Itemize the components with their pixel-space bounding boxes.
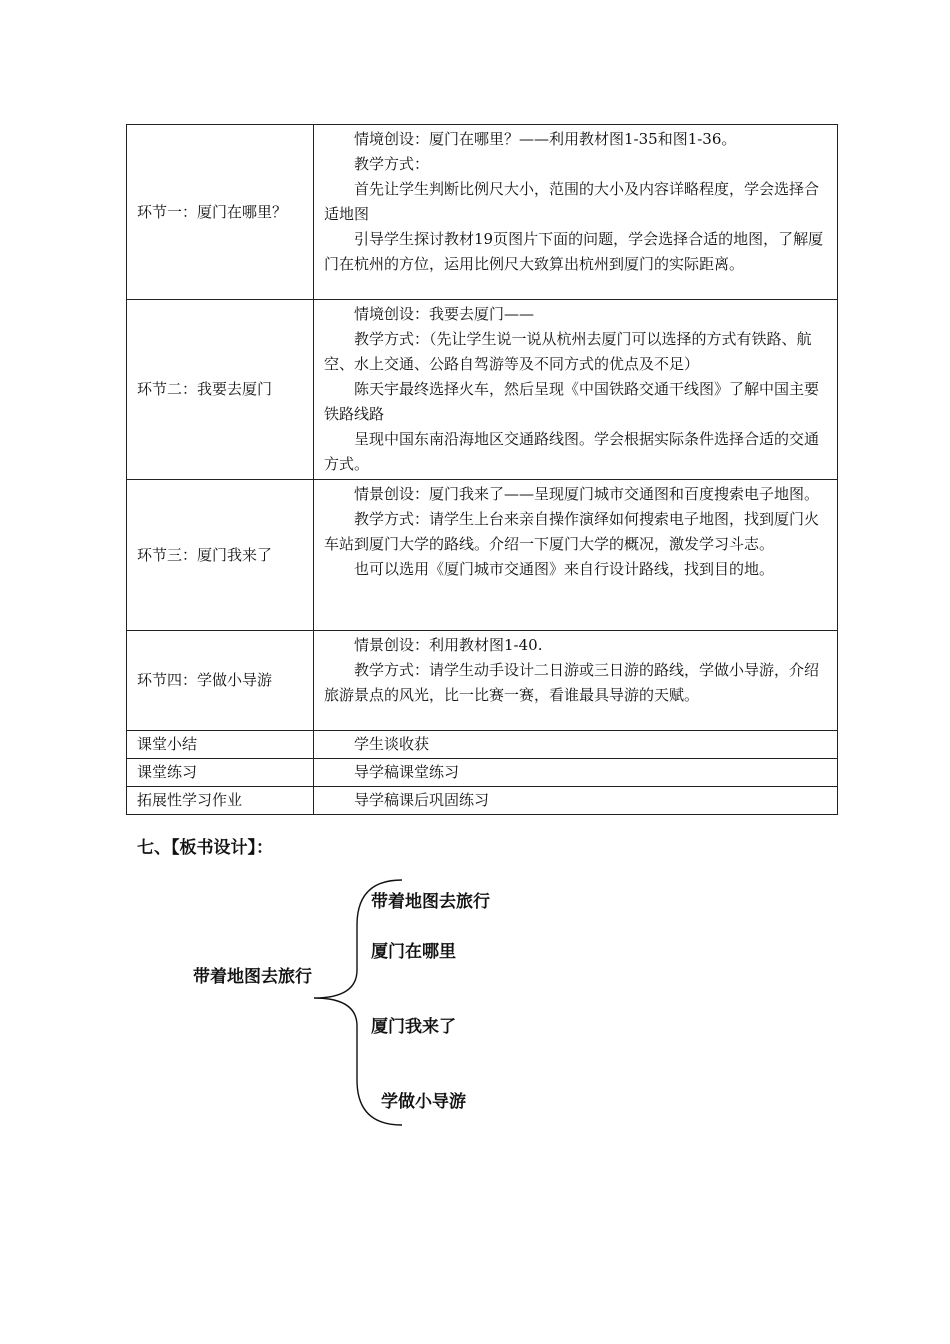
content-line: 引导学生探讨教材19页图片下面的问题，学会选择合适的地图，了解厦门在杭州的方位，运用比例尺大致算出杭州到厦门的实际距离。 — [324, 230, 824, 273]
stage-label: 环节四：学做小导游 — [127, 631, 314, 731]
content-line: 也可以选用《厦门城市交通图》来自行设计路线，找到目的地。 — [354, 560, 775, 578]
homework-label: 拓展性学习作业 — [127, 787, 314, 815]
content-line: 情景创设：利用教材图1-40. — [354, 636, 543, 654]
content-line: 教学方式：请学生上台来亲自操作演绎如何搜索电子地图，找到厦门火车站到厦门大学的路线。介绍一下厦门大学的概况，激发学习斗志。 — [324, 510, 820, 553]
board-main-title: 带着地图去旅行 — [193, 967, 312, 987]
content-line: 教学方式：请学生动手设计二日游或三日游的路线，学做小导游，介绍旅游景点的风光，比一比赛一赛，看谁最具导游的天赋。 — [324, 661, 820, 704]
summary-label: 课堂小结 — [127, 731, 314, 759]
stage-label: 环节三：厦门我来了 — [127, 480, 314, 631]
practice-value: 导学稿课堂练习 — [354, 763, 460, 781]
board-branch: 厦门我来了 — [371, 1017, 456, 1037]
board-branch: 厦门在哪里 — [371, 942, 456, 962]
content-line: 首先让学生判断比例尺大小，范围的大小及内容详略程度，学会选择合适地图 — [324, 180, 820, 223]
content-line: 情景创设：厦门我来了——呈现厦门城市交通图和百度搜索电子地图。 — [354, 485, 820, 503]
content-line: 情境创设：厦门在哪里？——利用教材图1-35和图1-36。 — [354, 130, 737, 148]
stage-label: 环节一：厦门在哪里？ — [127, 125, 314, 300]
content-line: 情境创设：我要去厦门—— — [354, 305, 535, 323]
summary-value: 学生谈收获 — [354, 735, 430, 753]
stage-label: 环节二：我要去厦门 — [127, 300, 314, 480]
content-line: 陈天宇最终选择火车，然后呈现《中国铁路交通干线图》了解中国主要铁路线路 — [324, 380, 820, 423]
content-line: 呈现中国东南沿海地区交通路线图。学会根据实际条件选择合适的交通方式。 — [324, 430, 820, 473]
board-branch: 学做小导游 — [381, 1092, 466, 1112]
content-line: 教学方式： — [354, 155, 430, 173]
board-design-heading: 七、【板书设计】： — [137, 838, 273, 858]
homework-value: 导学稿课后巩固练习 — [354, 791, 490, 809]
practice-label: 课堂练习 — [127, 759, 314, 787]
content-line: 教学方式：（先让学生说一说从杭州去厦门可以选择的方式有铁路、航空、水上交通、公路自驾游等及不同方式的优点及不足） — [324, 330, 812, 373]
board-branch: 带着地图去旅行 — [371, 892, 490, 912]
